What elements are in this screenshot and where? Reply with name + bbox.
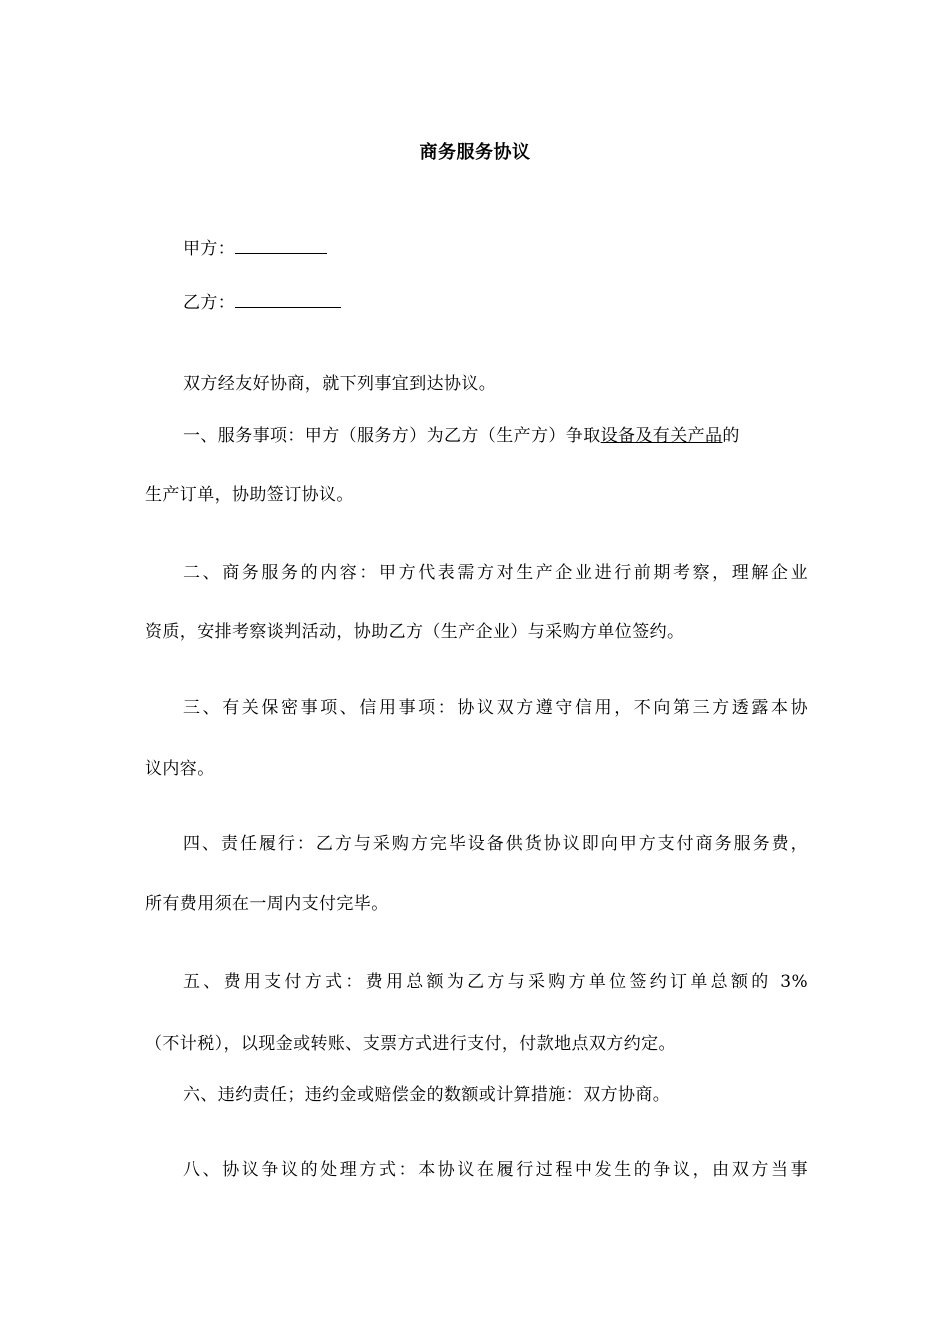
clause-2-line-1: 二、商务服务的内容：甲方代表需方对生产企业进行前期考察，理解企业 [183,563,808,583]
clause-2-line-2: 资质，安排考察谈判活动，协助乙方（生产企业）与采购方单位签约。 [145,622,685,642]
clause-5-line-2: （不计税），以现金或转账、支票方式进行支付，付款地点双方约定。 [145,1034,676,1054]
party-b-label: 乙方： [183,293,236,313]
clause-3-line-1: 三、有关保密事项、信用事项：协议双方遵守信用，不向第三方透露本协 [183,698,808,718]
party-a-label: 甲方： [183,239,236,259]
clause-4-line-1: 四、责任履行：乙方与采购方完毕设备供货协议即向甲方支付商务服务费， [183,834,808,854]
clause-1-text: 一、服务事项：甲方（服务方）为乙方（生产方）争取 [183,426,601,446]
clause-5-line-1: 五、费用支付方式：费用总额为乙方与采购方单位签约订单总额的 3% [183,972,808,992]
party-b-blank [235,293,341,308]
clause-3-line-2: 议内容。 [145,759,215,779]
clause-4-line-2: 所有费用须在一周内支付完毕。 [145,894,389,914]
intro-text: 双方经友好协商，就下列事宜到达协议。 [183,374,497,394]
party-b-line [183,291,848,315]
clause-6-line-1: 六、违约责任；违约金或赔偿金的数额或计算措施：双方协商。 [183,1085,671,1105]
clause-1-underlined-text: 设备及有关产品 [600,426,723,446]
clause-8-line-1: 八、协议争议的处理方式：本协议在履行过程中发生的争议，由双方当事 [183,1160,808,1180]
party-a-line [183,237,848,261]
clause-1-text-end: 的 [722,426,740,446]
clause-1-line-1 [183,424,848,448]
clause-1-line-2: 生产订单，协助签订协议。 [145,485,354,505]
page-title: 商务服务协议 [419,142,531,163]
party-a-blank [235,239,327,254]
